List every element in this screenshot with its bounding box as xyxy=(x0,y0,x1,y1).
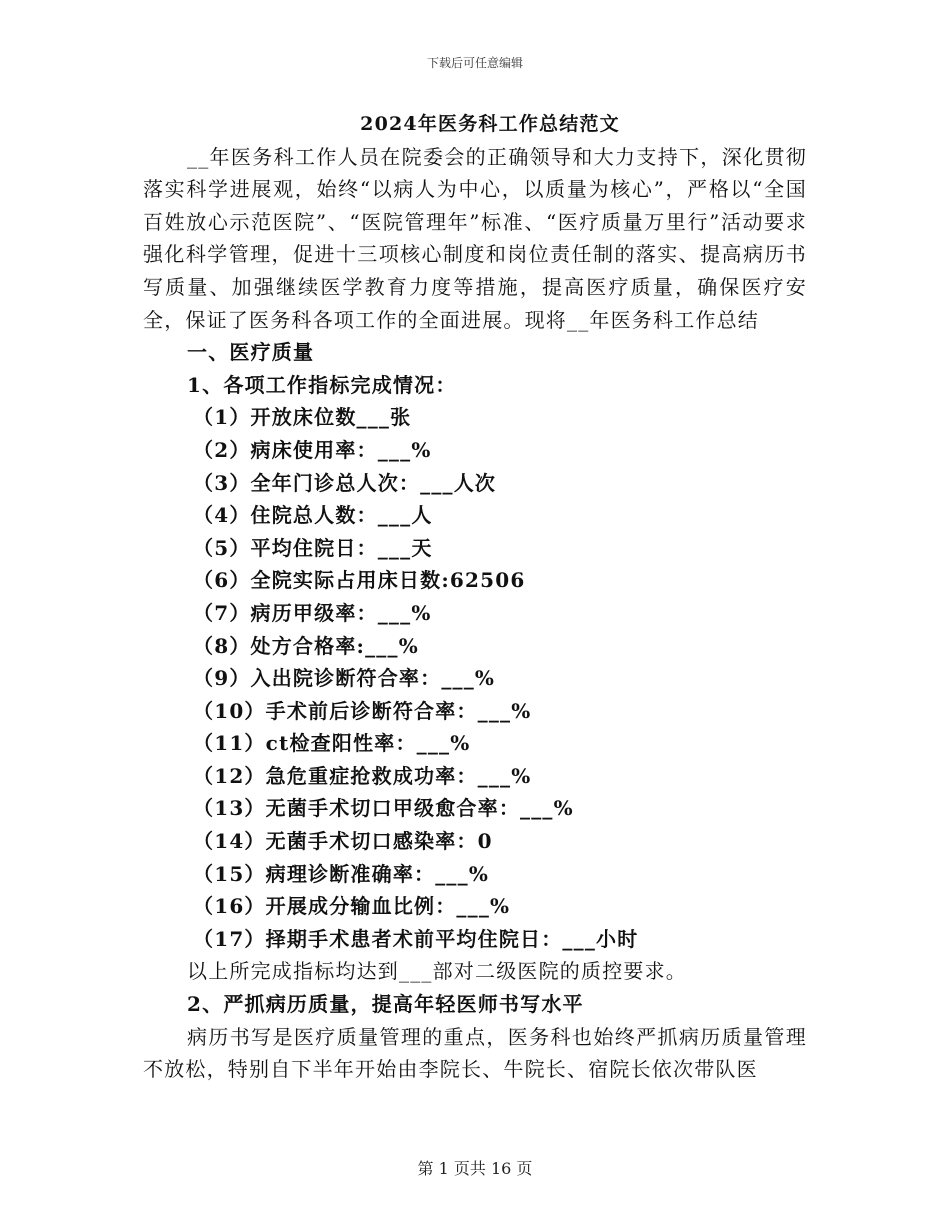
indicator-item: （2）病床使用率：___% xyxy=(193,437,432,462)
indicator-item: （16）开展成分输血比例：___% xyxy=(193,894,511,919)
indicator-item: （17）择期手术患者术前平均住院日：___小时 xyxy=(193,926,639,951)
indicator-item: （12）急危重症抢救成功率：___% xyxy=(193,763,532,788)
indicator-item: （6）全院实际占用床日数:62506 xyxy=(193,568,526,593)
indicator-item: （5）平均住院日：___天 xyxy=(193,535,433,560)
indicator-item: （14）无菌手术切口感染率：0 xyxy=(193,829,493,854)
indicator-item: （10）手术前后诊断符合率：___% xyxy=(193,698,532,723)
header-note: 下载后可任意编辑 xyxy=(426,56,523,70)
section-heading-quality: 一、医疗质量 xyxy=(187,340,315,365)
document-title: 2024年医务科工作总结范文 xyxy=(360,113,620,135)
subsection-heading-indicators: 1、各项工作指标完成情况： xyxy=(187,372,457,397)
indicator-item: （15）病理诊断准确率：___% xyxy=(193,861,490,886)
page-footer: 第 1 页共 16 页 xyxy=(417,1159,533,1178)
indicator-item: （7）病历甲级率：___% xyxy=(193,600,432,625)
document-body xyxy=(143,108,807,1086)
indicator-list xyxy=(143,401,807,955)
indicator-item: （11）ct检查阳性率：___% xyxy=(193,731,471,756)
indicator-item: （3）全年门诊总人次：___人次 xyxy=(193,470,497,495)
subsection-heading-records: 2、严抓病历质量，提高年轻医师书写水平 xyxy=(187,992,584,1017)
indicator-item: （8）处方合格率:___% xyxy=(193,633,419,658)
indicator-item: （9）入出院诊断符合率：___% xyxy=(193,666,496,691)
indicator-item: （4）住院总人数：___人 xyxy=(193,503,433,528)
indicator-item: （13）无菌手术切口甲级愈合率：___% xyxy=(193,796,574,821)
indicator-item: （1）开放床位数___张 xyxy=(193,405,412,430)
records-paragraph: 病历书写是医疗质量管理的重点，医务科也始终严抓病历质量管理不放松，特别自下半年开始由李院长、牛院长、宿院长依次带队医 xyxy=(143,1024,807,1082)
summary-note: 以上所完成指标均达到___部对二级医院的质控要求。 xyxy=(187,959,687,984)
intro-paragraph: __年医务科工作人员在院委会的正确领导和大力支持下，深化贯彻落实科学进展观，始终“以病人为中心，以质量为核心”，严格以“全国百姓放心示范医院”、“医院管理年”标准、“医疗质量万里行”活动要求强化科学管理，促进十三项核心制度和岗位责任制的落实、提高病历书写质量、加强继续医学教育力度等措施，提高医疗质量，确保医疗安全，保证了医务科各项工作的全面进展。现将__年医务科工作总结 xyxy=(143,144,807,332)
